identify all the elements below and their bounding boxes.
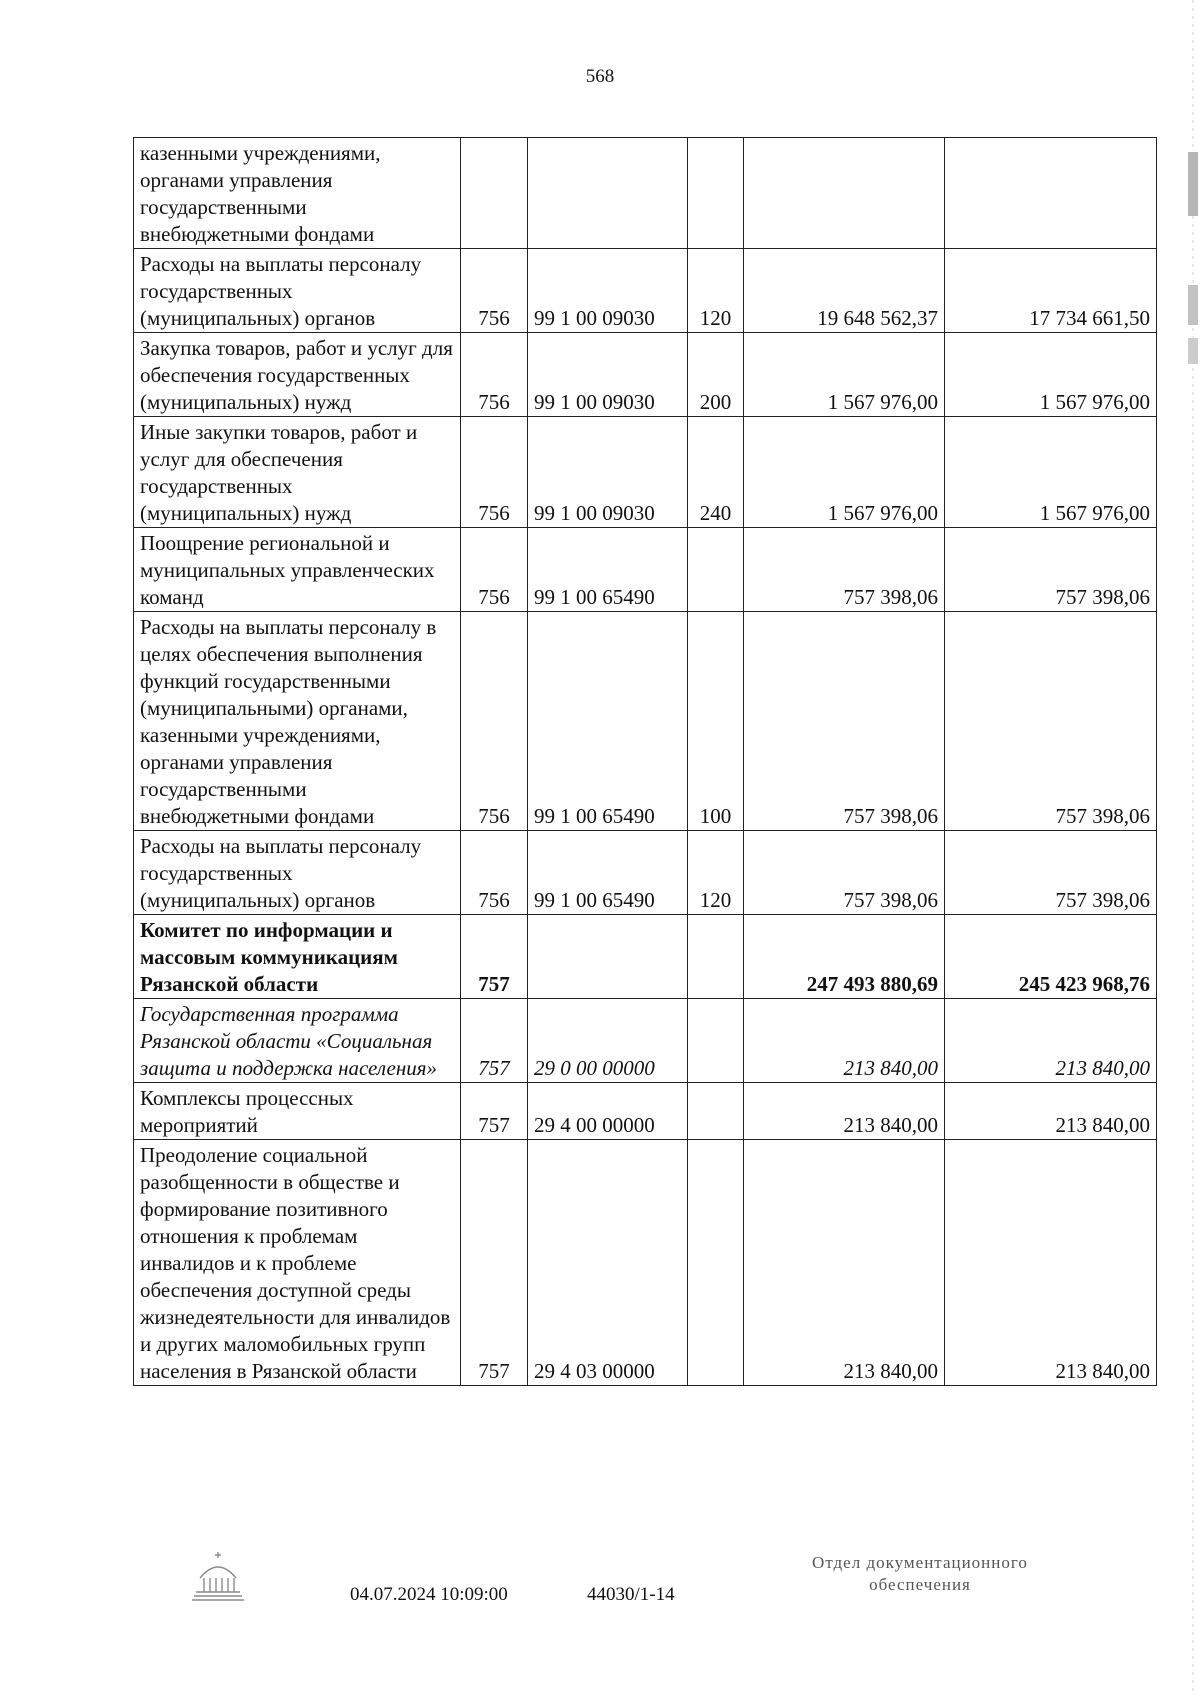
table-row bbox=[134, 138, 1157, 249]
budget-table-body bbox=[134, 138, 1157, 1386]
row-sum-year2: 213 840,00 bbox=[945, 1140, 1157, 1386]
emblem-stamp-icon bbox=[188, 1548, 248, 1604]
row-ved-code: 757 bbox=[461, 999, 528, 1083]
table-row bbox=[134, 333, 1157, 417]
table-row bbox=[134, 1140, 1157, 1386]
row-sum-year2: 213 840,00 bbox=[945, 999, 1157, 1083]
row-sum-year2: 1 567 976,00 bbox=[945, 333, 1157, 417]
row-ved-code: 757 bbox=[461, 1140, 528, 1386]
table-row bbox=[134, 612, 1157, 831]
row-expense-type: 240 bbox=[688, 417, 744, 528]
row-sum-year2: 757 398,06 bbox=[945, 528, 1157, 612]
row-name: Государственная программа Рязанской области «Социальная защита и поддержка населения» bbox=[134, 999, 461, 1083]
row-sum-year1 bbox=[744, 138, 945, 249]
row-target-article: 99 1 00 65490 bbox=[528, 528, 688, 612]
table-row bbox=[134, 1083, 1157, 1140]
row-name: Расходы на выплаты персоналу государственных (муниципальных) органов bbox=[134, 831, 461, 915]
row-ved-code bbox=[461, 138, 528, 249]
row-ved-code: 757 bbox=[461, 1083, 528, 1140]
footer-document-number: 44030/1-14 bbox=[587, 1584, 675, 1605]
row-sum-year1: 213 840,00 bbox=[744, 1083, 945, 1140]
row-expense-type bbox=[688, 915, 744, 999]
budget-table bbox=[133, 137, 1157, 1386]
row-expense-type bbox=[688, 999, 744, 1083]
row-expense-type bbox=[688, 138, 744, 249]
row-ved-code: 756 bbox=[461, 333, 528, 417]
row-target-article: 99 1 00 09030 bbox=[528, 333, 688, 417]
row-expense-type: 200 bbox=[688, 333, 744, 417]
row-sum-year1: 757 398,06 bbox=[744, 528, 945, 612]
row-target-article bbox=[528, 915, 688, 999]
row-sum-year1: 757 398,06 bbox=[744, 831, 945, 915]
row-target-article bbox=[528, 138, 688, 249]
row-ved-code: 757 bbox=[461, 915, 528, 999]
row-name: Закупка товаров, работ и услуг для обеспечения государственных (муниципальных) нужд bbox=[134, 333, 461, 417]
table-row bbox=[134, 528, 1157, 612]
table-row bbox=[134, 417, 1157, 528]
row-target-article: 99 1 00 09030 bbox=[528, 249, 688, 333]
row-expense-type bbox=[688, 528, 744, 612]
row-sum-year2: 17 734 661,50 bbox=[945, 249, 1157, 333]
row-sum-year2: 245 423 968,76 bbox=[945, 915, 1157, 999]
row-expense-type: 120 bbox=[688, 831, 744, 915]
row-sum-year1: 757 398,06 bbox=[744, 612, 945, 831]
row-sum-year1: 247 493 880,69 bbox=[744, 915, 945, 999]
row-expense-type: 100 bbox=[688, 612, 744, 831]
table-row bbox=[134, 831, 1157, 915]
row-ved-code: 756 bbox=[461, 612, 528, 831]
row-name: Поощрение региональной и муниципальных управленческих команд bbox=[134, 528, 461, 612]
row-name: Комитет по информации и массовым коммуникациям Рязанской области bbox=[134, 915, 461, 999]
row-expense-type: 120 bbox=[688, 249, 744, 333]
row-sum-year2: 757 398,06 bbox=[945, 612, 1157, 831]
row-name: Расходы на выплаты персоналу государственных (муниципальных) органов bbox=[134, 249, 461, 333]
row-expense-type bbox=[688, 1083, 744, 1140]
footer-date: 04.07.2024 10:09:00 bbox=[350, 1584, 508, 1605]
row-sum-year1: 19 648 562,37 bbox=[744, 249, 945, 333]
row-name: казенными учреждениями, органами управления государственными внебюджетными фондами bbox=[134, 138, 461, 249]
row-sum-year2: 1 567 976,00 bbox=[945, 417, 1157, 528]
row-target-article: 29 4 03 00000 bbox=[528, 1140, 688, 1386]
page-number: 568 bbox=[585, 66, 615, 87]
table-row bbox=[134, 915, 1157, 999]
row-sum-year2: 757 398,06 bbox=[945, 831, 1157, 915]
row-sum-year2 bbox=[945, 138, 1157, 249]
row-sum-year1: 1 567 976,00 bbox=[744, 333, 945, 417]
row-target-article: 29 4 00 00000 bbox=[528, 1083, 688, 1140]
row-ved-code: 756 bbox=[461, 249, 528, 333]
row-sum-year2: 213 840,00 bbox=[945, 1083, 1157, 1140]
row-name: Иные закупки товаров, работ и услуг для обеспечения государственных (муниципальных) нужд bbox=[134, 417, 461, 528]
row-target-article: 29 0 00 00000 bbox=[528, 999, 688, 1083]
row-ved-code: 756 bbox=[461, 831, 528, 915]
row-sum-year1: 213 840,00 bbox=[744, 999, 945, 1083]
table-row bbox=[134, 249, 1157, 333]
row-target-article: 99 1 00 65490 bbox=[528, 612, 688, 831]
row-name: Комплексы процессных мероприятий bbox=[134, 1083, 461, 1140]
table-row bbox=[134, 999, 1157, 1083]
row-target-article: 99 1 00 09030 bbox=[528, 417, 688, 528]
row-ved-code: 756 bbox=[461, 528, 528, 612]
row-expense-type bbox=[688, 1140, 744, 1386]
row-sum-year1: 1 567 976,00 bbox=[744, 417, 945, 528]
scan-edge-strip bbox=[1186, 0, 1200, 1695]
row-target-article: 99 1 00 65490 bbox=[528, 831, 688, 915]
row-name: Расходы на выплаты персоналу в целях обеспечения выполнения функций государственными (муниципальными) органами, казенными учреждениями, органами управления государственными внебюджетными фондами bbox=[134, 612, 461, 831]
row-name: Преодоление социальной разобщенности в обществе и формирование позитивного отношения к проблемам инвалидов и к проблеме обеспечения доступной среды жизнедеятельности для инвалидов и других маломобильных групп населения в Рязанской области bbox=[134, 1140, 461, 1386]
footer-department-stamp: Отдел документационного обеспечения bbox=[812, 1553, 1028, 1594]
row-sum-year1: 213 840,00 bbox=[744, 1140, 945, 1386]
row-ved-code: 756 bbox=[461, 417, 528, 528]
